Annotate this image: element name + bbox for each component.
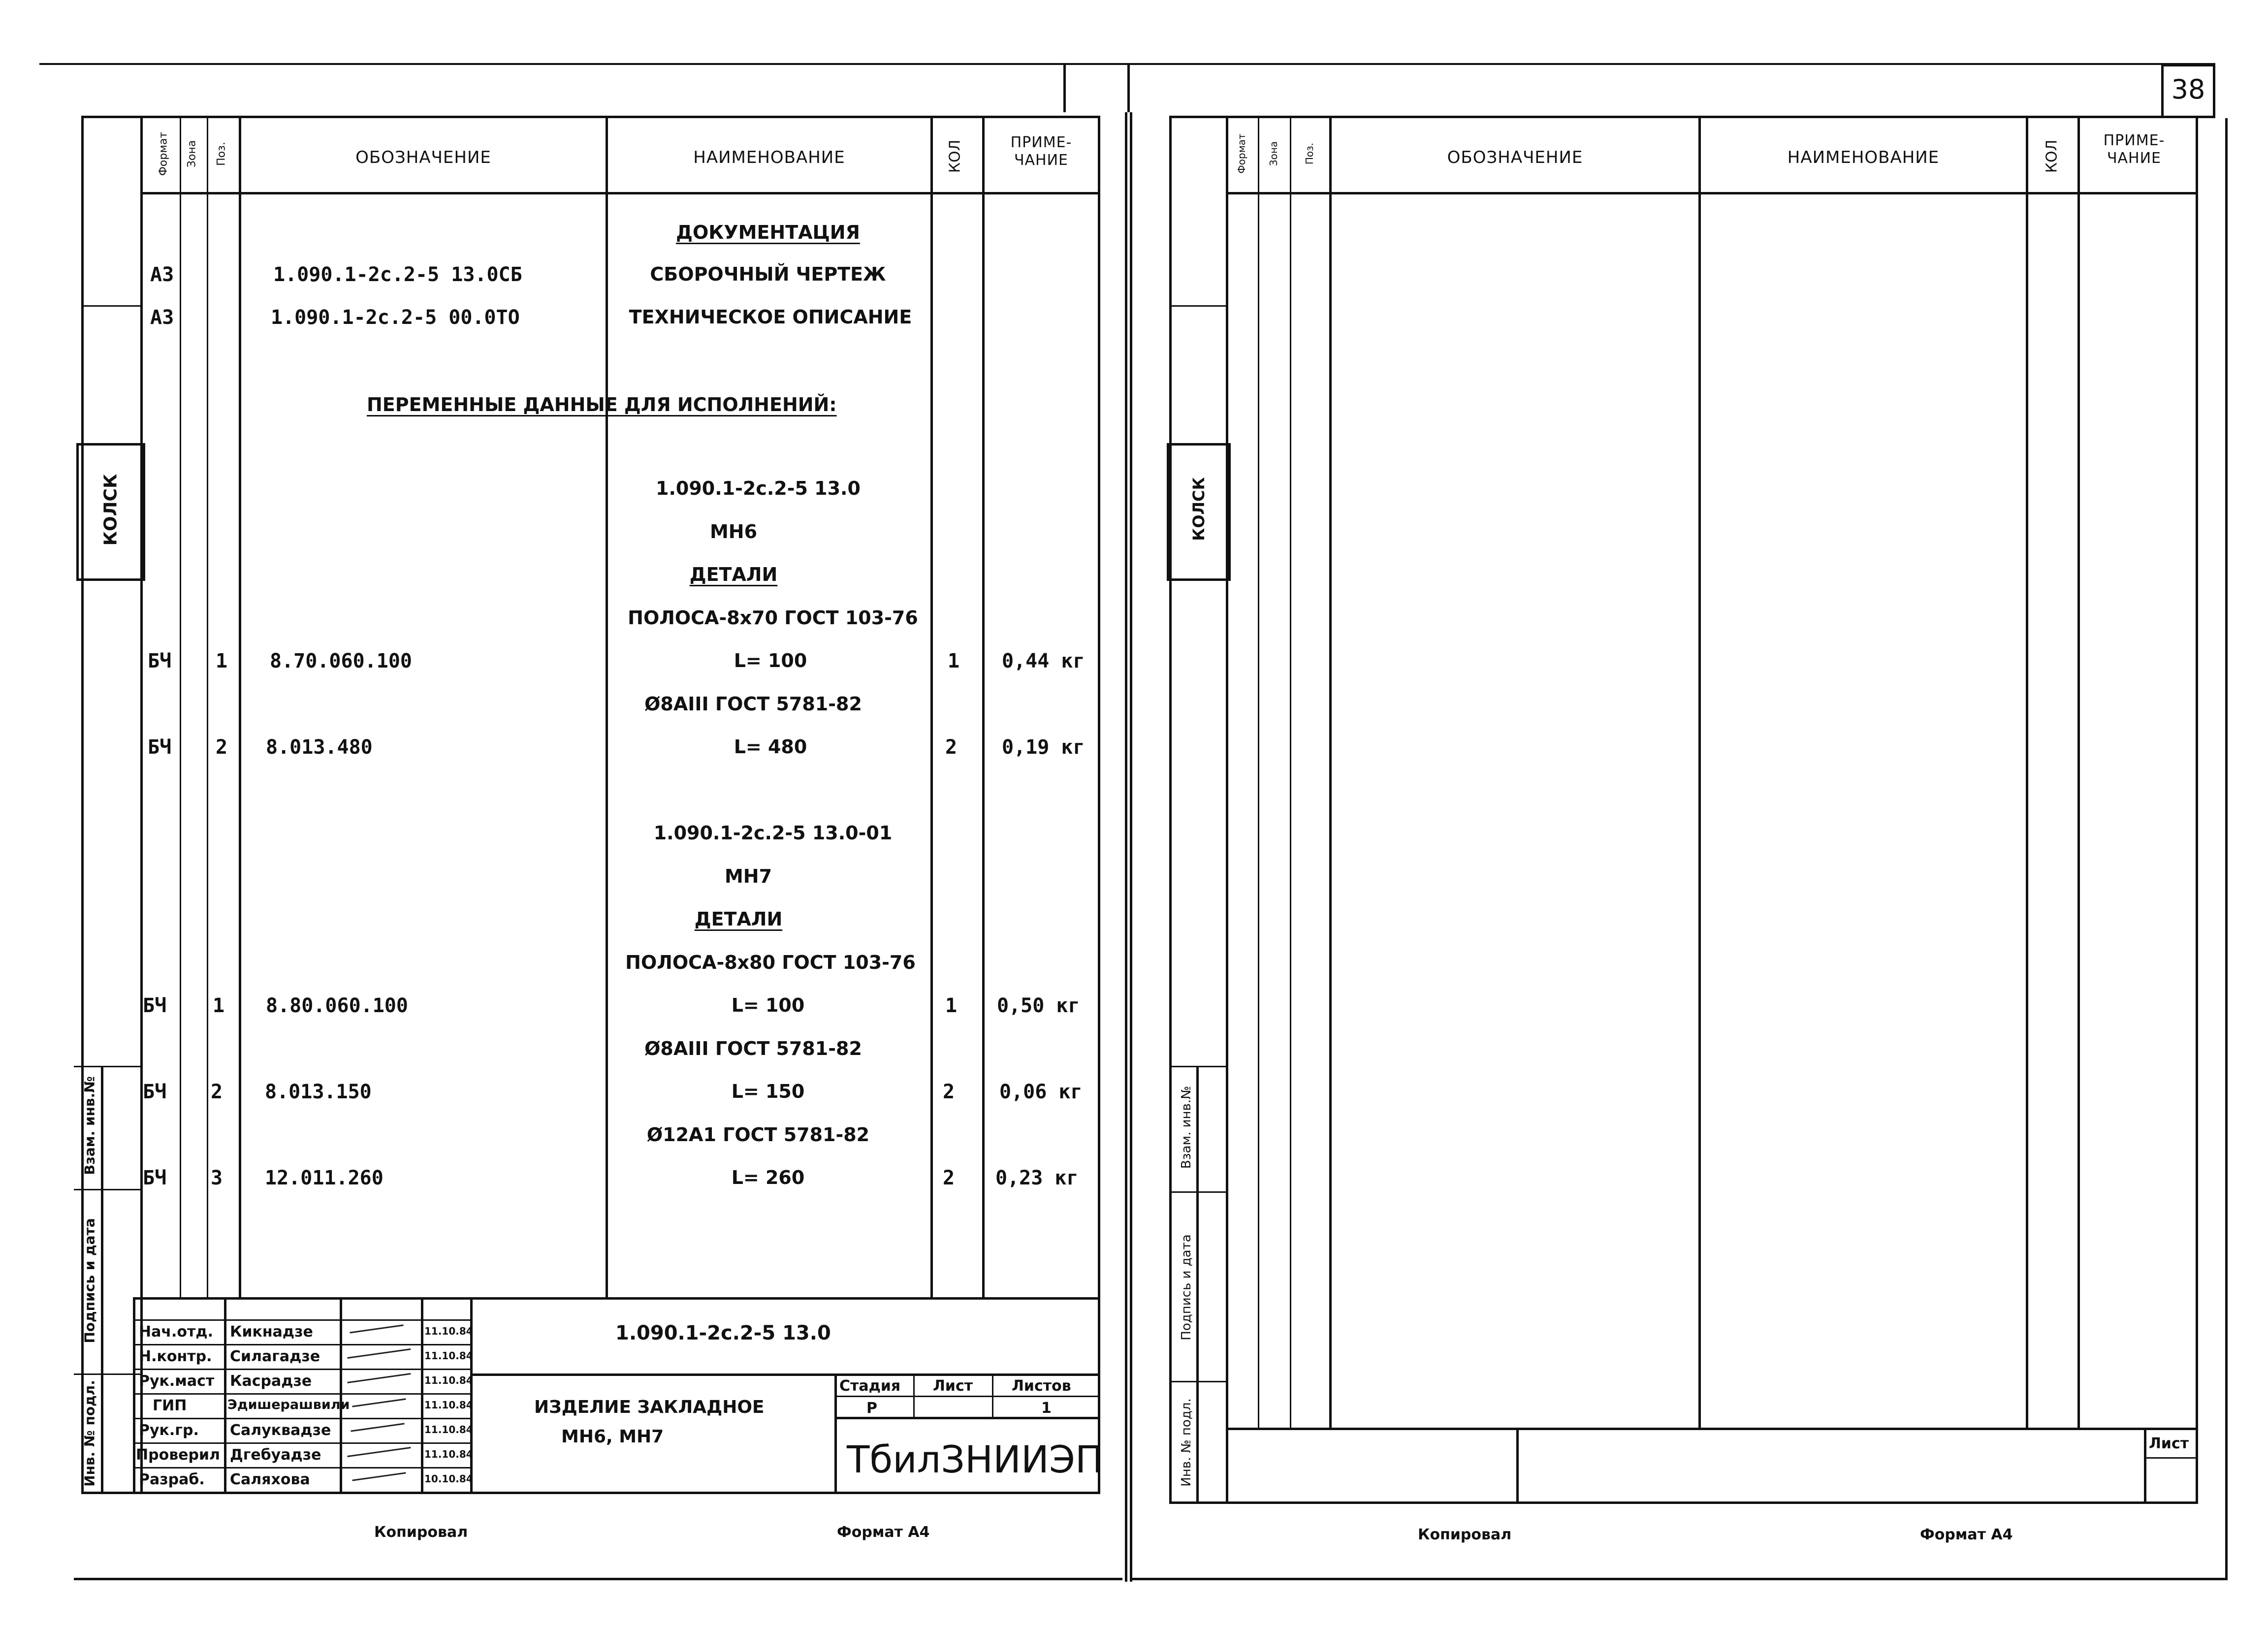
- row-pos: 1: [216, 650, 228, 672]
- r-stamp-col: [1516, 1428, 1519, 1504]
- row-format: А3: [150, 306, 174, 329]
- tb-sheet-label: Лист: [933, 1377, 973, 1395]
- tb-role: Рук.маст: [139, 1373, 215, 1390]
- r-margin-sign-date: Подпись и дата: [1179, 1234, 1194, 1341]
- tb-name: Дгебуадзе: [230, 1446, 321, 1464]
- row-name: ДЕТАЛИ: [689, 564, 778, 585]
- row-pos: 3: [211, 1167, 223, 1189]
- r-hdr-pos: Поз.: [1304, 142, 1315, 165]
- tb-row-line: [133, 1393, 470, 1395]
- tb-row-line: [133, 1344, 470, 1345]
- hdr-qty: КОЛ: [946, 139, 964, 173]
- row-name: L= 260: [731, 1167, 805, 1188]
- row-designation: 8.013.150: [265, 1081, 372, 1103]
- top-tick-right: [1127, 63, 1130, 112]
- row-name: ПОЛОСА-8х70 ГОСТ 103-76: [628, 607, 918, 629]
- col-line-note: [982, 116, 985, 1297]
- hdr-note: ПРИМЕ-ЧАНИЕ: [1010, 134, 1072, 169]
- tb-sheets-label: Листов: [1012, 1377, 1071, 1395]
- tb-stage-value: Р: [866, 1400, 877, 1417]
- row-designation: 8.80.060.100: [266, 994, 408, 1017]
- right-sheet-edge: [1130, 112, 1132, 1582]
- row-designation: 8.013.480: [266, 736, 373, 759]
- r-sheet-label: Лист: [2149, 1435, 2189, 1452]
- side-label: КОЛСК: [100, 474, 121, 546]
- right-margin-frame: [1169, 116, 1228, 1504]
- tb-date: 11.10.84: [424, 1350, 473, 1362]
- tb-date: 11.10.84: [424, 1448, 473, 1460]
- section-heading: ПЕРЕМЕННЫЕ ДАННЫЕ ДЛЯ ИСПОЛНЕНИЙ:: [367, 394, 837, 415]
- r-hdr-format: Формат: [1236, 133, 1247, 174]
- tb-stage-col-2: [992, 1373, 993, 1418]
- tb-row-line: [133, 1467, 470, 1468]
- tb-role: Н.контр.: [139, 1348, 212, 1365]
- hdr-zone: Зона: [186, 140, 198, 168]
- hdr-format: Формат: [157, 131, 170, 176]
- row-name: ДЕТАЛИ: [694, 908, 783, 930]
- row-name: L= 150: [731, 1081, 805, 1102]
- left-header-bottom: [140, 192, 1100, 194]
- right-outer-edge: [2225, 118, 2228, 1580]
- footer-format: Формат А4: [837, 1524, 930, 1541]
- r-hdr-note: ПРИМЕ-ЧАНИЕ: [2103, 132, 2165, 167]
- tb-product-sub: МН6, МН7: [561, 1427, 664, 1447]
- hdr-pos: Поз.: [215, 142, 228, 166]
- row-note: 0,23 кг: [995, 1167, 1079, 1189]
- r-col-line-name: [1698, 116, 1701, 1428]
- margin-inv-podl: Инв. № подл.: [81, 1380, 98, 1487]
- r-margin-inner: [1196, 1066, 1199, 1504]
- tb-date: 11.10.84: [424, 1424, 473, 1436]
- row-format: БЧ: [148, 650, 172, 672]
- tb-product-title: ИЗДЕЛИЕ ЗАКЛАДНОЕ: [534, 1397, 765, 1417]
- r-margin-sep-3: [1169, 1066, 1228, 1067]
- tb-date: 11.10.84: [424, 1374, 473, 1386]
- row-name: ПОЛОСА-8х80 ГОСТ 103-76: [625, 952, 916, 973]
- r-hdr-name: НАИМЕНОВАНИЕ: [1787, 148, 1940, 167]
- r-margin-inv-vzam: Взам. инв.№: [1179, 1085, 1194, 1169]
- r-stamp-sheet-row: [2144, 1457, 2198, 1459]
- tb-date: 11.10.84: [424, 1399, 473, 1411]
- tb-name: Саляхова: [230, 1471, 310, 1488]
- right-main-frame: [1226, 116, 2198, 1504]
- hdr-name: НАИМЕНОВАНИЕ: [693, 148, 845, 167]
- tb-top: [133, 1297, 1100, 1300]
- row-format: БЧ: [143, 1167, 167, 1189]
- r-col-line-zone: [1258, 116, 1259, 1428]
- r-footer-format: Формат А4: [1920, 1526, 2013, 1543]
- tb-name: Эдишерашвили: [227, 1397, 350, 1412]
- tb-role: Нач.отд.: [139, 1323, 213, 1341]
- tb-stage-col-1: [913, 1373, 915, 1418]
- r-stamp-top: [1226, 1428, 2198, 1430]
- tb-date: 10.10.84: [424, 1473, 473, 1485]
- row-designation: 1.090.1-2с.2-5 00.0ТО: [271, 306, 520, 329]
- left-bottom-rule: [74, 1578, 1122, 1580]
- row-name: МН6: [709, 521, 758, 543]
- row-name: ДОКУМЕНТАЦИЯ: [676, 222, 860, 243]
- row-note: 0,44 кг: [1002, 650, 1085, 672]
- tb-name: Кикнадзе: [230, 1323, 313, 1341]
- margin-inner: [101, 1066, 103, 1494]
- row-format: БЧ: [143, 1081, 167, 1103]
- r-hdr-designation: ОБОЗНАЧЕНИЕ: [1447, 148, 1583, 167]
- r-margin-sep-4: [1169, 1191, 1228, 1193]
- tb-row-line: [133, 1369, 470, 1370]
- row-name: L= 480: [734, 736, 807, 758]
- row-designation: 1.090.1-2с.2-5 13.0СБ: [273, 263, 522, 286]
- tb-left: [133, 1297, 135, 1494]
- row-name: 1.090.1-2с.2-5 13.0-01: [653, 822, 893, 844]
- margin-sep-1: [81, 305, 143, 307]
- tb-col-1: [224, 1297, 226, 1494]
- tb-name: Салуквадзе: [230, 1422, 331, 1439]
- row-name: Ø8АIII ГОСТ 5781-82: [644, 1038, 862, 1059]
- row-qty: 2: [943, 1167, 955, 1189]
- row-designation: 8.70.060.100: [270, 650, 412, 672]
- right-bottom-rule: [1130, 1578, 2228, 1580]
- margin-sign-date: Подпись и дата: [81, 1218, 98, 1343]
- hdr-designation: ОБОЗНАЧЕНИЕ: [355, 148, 491, 167]
- tb-col-2: [340, 1297, 342, 1494]
- tb-right-split: [834, 1373, 837, 1494]
- row-format: БЧ: [148, 736, 172, 759]
- row-name: L= 100: [734, 650, 807, 671]
- row-note: 0,19 кг: [1002, 736, 1085, 759]
- r-stamp-sheet-col: [2144, 1428, 2146, 1504]
- footer-copied: Копировал: [374, 1524, 468, 1541]
- tb-row-line: [133, 1442, 470, 1444]
- r-col-line-pos: [1290, 116, 1291, 1428]
- col-line-desig: [239, 116, 241, 1297]
- row-name: Ø8АIII ГОСТ 5781-82: [644, 693, 862, 715]
- row-note: 0,06 кг: [999, 1081, 1083, 1103]
- row-name: 1.090.1-2с.2-5 13.0: [656, 478, 861, 499]
- tb-sheets-value: 1: [1041, 1400, 1052, 1417]
- row-name: L= 100: [731, 994, 805, 1016]
- tb-role: Разраб.: [139, 1471, 205, 1488]
- r-col-line-desig: [1329, 116, 1332, 1428]
- tb-stage-row: [834, 1396, 1100, 1397]
- col-line-zone: [180, 116, 181, 1297]
- r-side-label: КОЛСК: [1189, 477, 1208, 541]
- tb-mid: [470, 1373, 1100, 1376]
- tb-doc-code: 1.090.1-2с.2-5 13.0: [615, 1322, 831, 1344]
- tb-row-line: [133, 1418, 470, 1419]
- row-name: МН7: [724, 865, 772, 887]
- tb-name: Силагадзе: [230, 1348, 320, 1365]
- r-footer-copied: Копировал: [1418, 1526, 1512, 1543]
- tb-role: Рук.гр.: [139, 1422, 199, 1439]
- r-col-line-qty: [2026, 116, 2028, 1428]
- row-qty: 2: [945, 736, 958, 759]
- r-margin-inv-podl: Инв. № подл.: [1179, 1398, 1194, 1487]
- row-qty: 2: [943, 1081, 955, 1103]
- left-sheet-edge: [1125, 112, 1127, 1582]
- col-line-qty: [930, 116, 933, 1297]
- tb-row-line: [133, 1319, 470, 1321]
- row-name: ТЕХНИЧЕСКОЕ ОПИСАНИЕ: [629, 306, 912, 328]
- tb-stage-bottom: [834, 1417, 1100, 1419]
- r-margin-sep-1: [1169, 305, 1228, 307]
- col-line-pos: [207, 116, 208, 1297]
- tb-stage-label: Стадия: [839, 1377, 901, 1395]
- tb-date: 11.10.84: [424, 1325, 473, 1337]
- row-format: БЧ: [143, 994, 167, 1017]
- row-pos: 1: [213, 994, 225, 1017]
- r-margin-sep-5: [1169, 1381, 1228, 1382]
- row-name: СБОРОЧНЫЙ ЧЕРТЕЖ: [650, 263, 886, 285]
- tb-col-3: [421, 1297, 423, 1494]
- page-number: 38: [2171, 74, 2205, 105]
- tb-org: ТбилЗНИИЭП: [847, 1437, 1104, 1481]
- margin-sep-4: [74, 1189, 143, 1190]
- top-tick-left: [1063, 63, 1066, 112]
- row-designation: 12.011.260: [265, 1167, 383, 1189]
- r-hdr-qty: КОЛ: [2043, 139, 2061, 173]
- r-hdr-zone: Зона: [1268, 141, 1279, 166]
- tb-role: ГИП: [153, 1397, 187, 1414]
- row-pos: 2: [216, 736, 228, 759]
- r-col-line-note: [2077, 116, 2080, 1428]
- tb-name: Касрадзе: [230, 1373, 312, 1390]
- right-header-bottom: [1226, 192, 2198, 194]
- row-pos: 2: [211, 1081, 223, 1103]
- row-name: Ø12А1 ГОСТ 5781-82: [646, 1124, 870, 1146]
- row-qty: 1: [945, 994, 958, 1017]
- margin-inv-vzam: Взам. инв.№: [81, 1076, 98, 1175]
- row-qty: 1: [948, 650, 960, 672]
- tb-role: Проверил: [136, 1446, 220, 1464]
- row-format: А3: [150, 263, 174, 286]
- row-note: 0,50 кг: [997, 994, 1080, 1017]
